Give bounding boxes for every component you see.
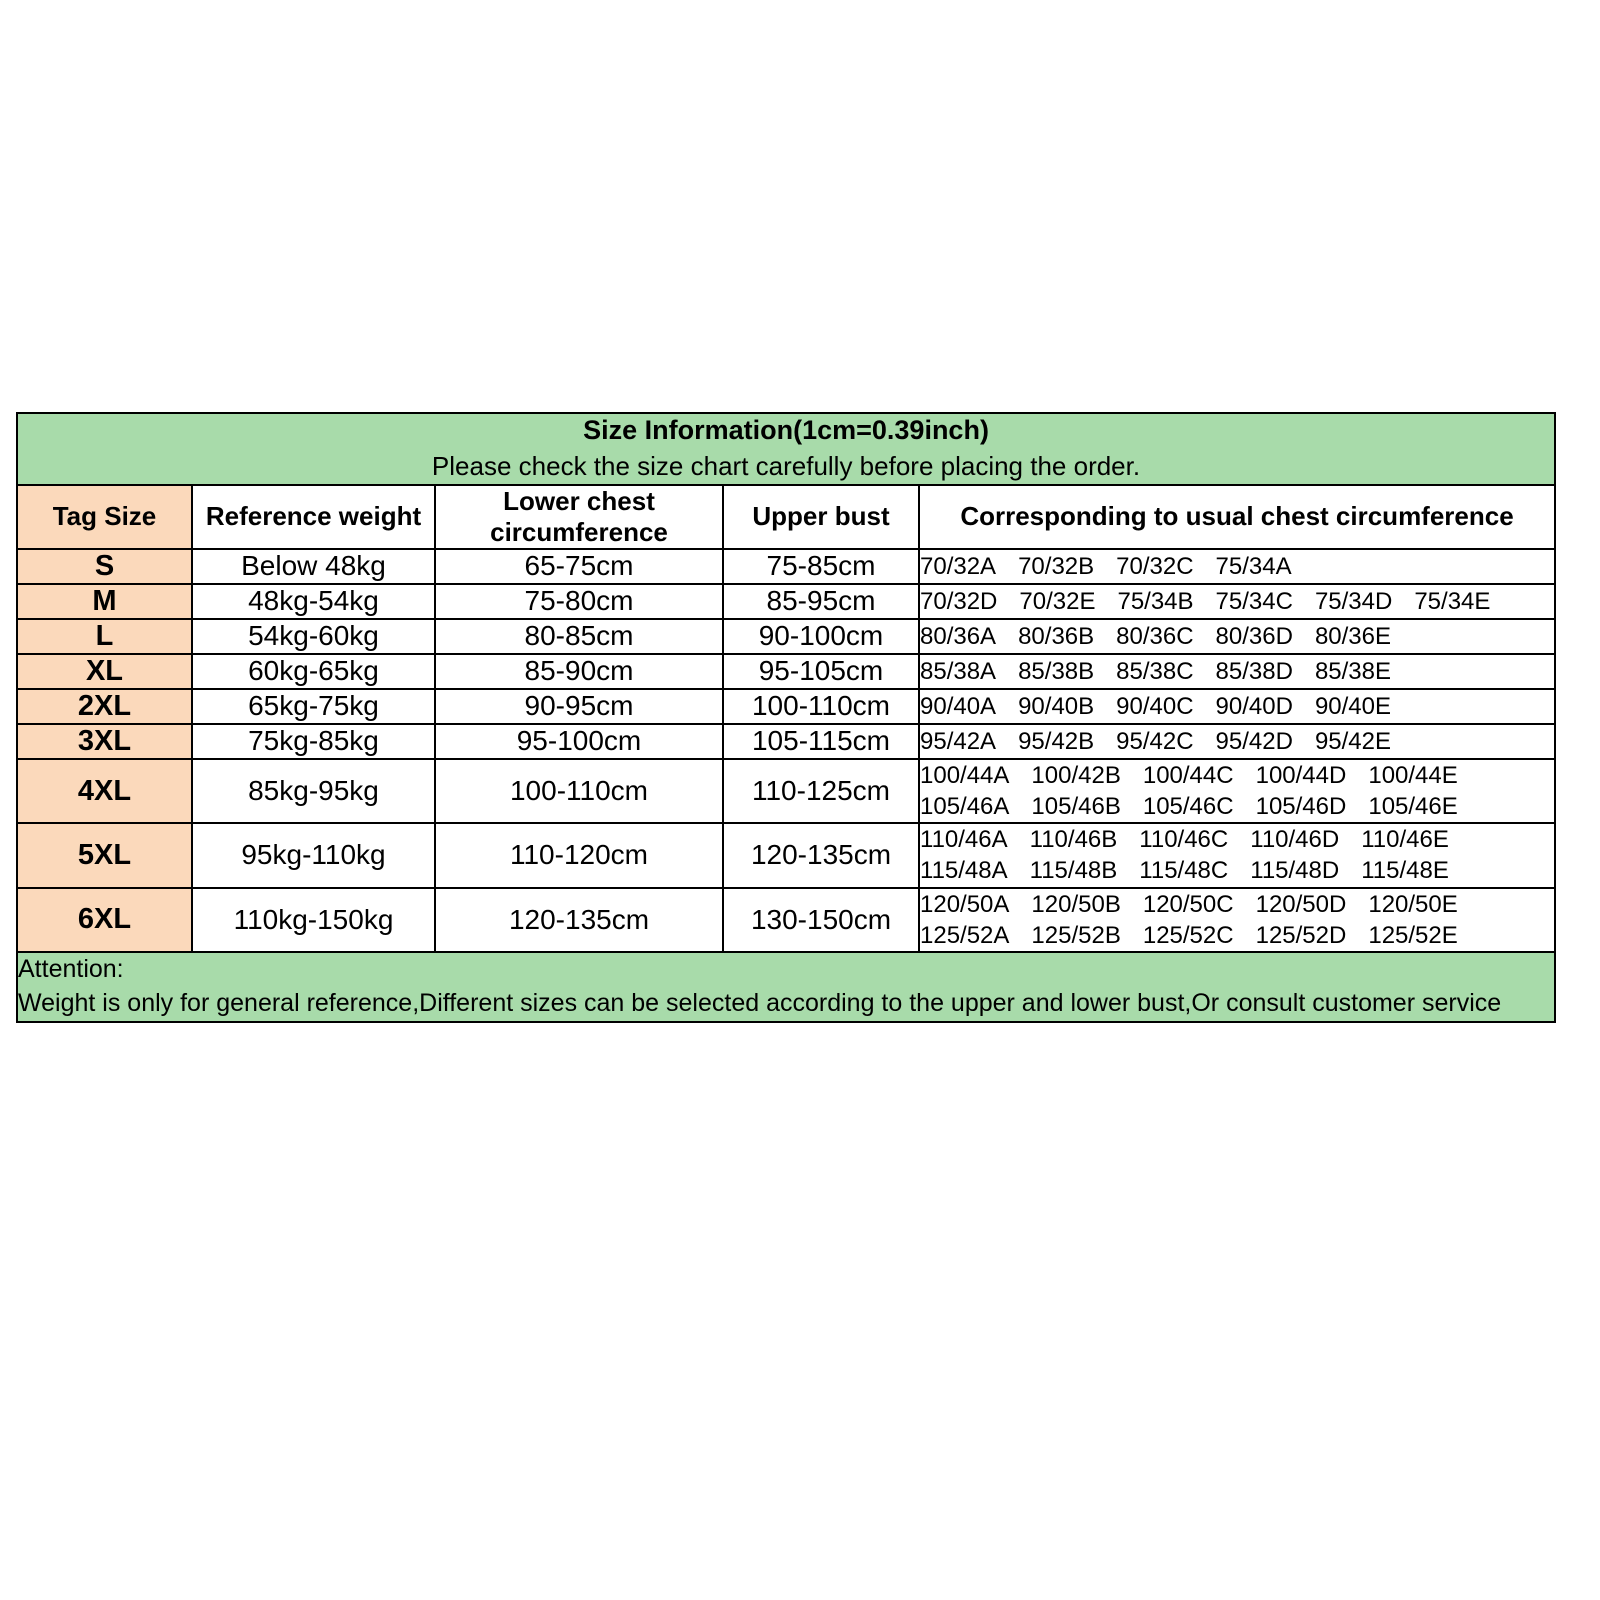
column-header-tag-size: Tag Size xyxy=(17,485,192,549)
cell-corresponding: 70/32A 70/32B 70/32C 75/34A xyxy=(919,549,1555,584)
cell-tag-size: 3XL xyxy=(17,724,192,759)
cell-reference-weight: Below 48kg xyxy=(192,549,435,584)
table-title: Size Information(1cm=0.39inch) xyxy=(583,415,989,445)
cell-tag-size: L xyxy=(17,619,192,654)
cell-reference-weight: 48kg-54kg xyxy=(192,584,435,619)
cell-reference-weight: 65kg-75kg xyxy=(192,689,435,724)
cell-tag-size: M xyxy=(17,584,192,619)
table-row xyxy=(17,619,1555,654)
cell-corresponding: 70/32D 70/32E 75/34B 75/34C 75/34D 75/34E xyxy=(919,584,1555,619)
attention-row xyxy=(17,952,1555,1022)
attention-note xyxy=(17,952,1555,1022)
cell-upper-bust: 120-135cm xyxy=(723,823,919,887)
cell-upper-bust: 110-125cm xyxy=(723,759,919,823)
cell-reference-weight: 95kg-110kg xyxy=(192,823,435,887)
table-row xyxy=(17,888,1555,952)
cell-tag-size: 5XL xyxy=(17,823,192,887)
size-information-table xyxy=(16,412,1556,1023)
cell-tag-size: S xyxy=(17,549,192,584)
table-header-banner xyxy=(17,413,1555,485)
cell-tag-size: 6XL xyxy=(17,888,192,952)
cell-lower-chest: 90-95cm xyxy=(435,689,723,724)
cell-corresponding: 80/36A 80/36B 80/36C 80/36D 80/36E xyxy=(919,619,1555,654)
cell-lower-chest: 95-100cm xyxy=(435,724,723,759)
cell-corresponding: 100/44A 100/42B 100/44C 100/44D 100/44E 105/46A 105/46B 105/46C 105/46D 105/46E xyxy=(919,759,1555,823)
cell-upper-bust: 95-105cm xyxy=(723,654,919,689)
cell-reference-weight: 110kg-150kg xyxy=(192,888,435,952)
table-row xyxy=(17,584,1555,619)
attention-label: Attention: xyxy=(18,955,124,984)
cell-upper-bust: 90-100cm xyxy=(723,619,919,654)
cell-lower-chest: 75-80cm xyxy=(435,584,723,619)
cell-corresponding: 90/40A 90/40B 90/40C 90/40D 90/40E xyxy=(919,689,1555,724)
cell-lower-chest: 65-75cm xyxy=(435,549,723,584)
table-header-banner-row xyxy=(17,413,1555,485)
cell-reference-weight: 60kg-65kg xyxy=(192,654,435,689)
cell-reference-weight: 54kg-60kg xyxy=(192,619,435,654)
cell-lower-chest: 120-135cm xyxy=(435,888,723,952)
column-header-row xyxy=(17,485,1555,549)
cell-corresponding: 120/50A 120/50B 120/50C 120/50D 120/50E 125/52A 125/52B 125/52C 125/52D 125/52E xyxy=(919,888,1555,952)
cell-reference-weight: 85kg-95kg xyxy=(192,759,435,823)
cell-tag-size: XL xyxy=(17,654,192,689)
cell-upper-bust: 105-115cm xyxy=(723,724,919,759)
cell-tag-size: 4XL xyxy=(17,759,192,823)
cell-reference-weight: 75kg-85kg xyxy=(192,724,435,759)
table-row xyxy=(17,724,1555,759)
table-subtitle: Please check the size chart carefully before placing the order. xyxy=(431,450,1141,481)
column-header-corresponding: Corresponding to usual chest circumference xyxy=(919,485,1555,549)
cell-upper-bust: 130-150cm xyxy=(723,888,919,952)
size-chart-container xyxy=(16,412,1554,1023)
cell-lower-chest: 110-120cm xyxy=(435,823,723,887)
table-row xyxy=(17,759,1555,823)
cell-corresponding: 95/42A 95/42B 95/42C 95/42D 95/42E xyxy=(919,724,1555,759)
cell-lower-chest: 85-90cm xyxy=(435,654,723,689)
cell-upper-bust: 75-85cm xyxy=(723,549,919,584)
cell-tag-size: 2XL xyxy=(17,689,192,724)
table-row xyxy=(17,654,1555,689)
cell-corresponding: 85/38A 85/38B 85/38C 85/38D 85/38E xyxy=(919,654,1555,689)
table-row xyxy=(17,549,1555,584)
column-header-lower-chest: Lower chest circumference xyxy=(435,485,723,549)
cell-corresponding: 110/46A 110/46B 110/46C 110/46D 110/46E 115/48A 115/48B 115/48C 115/48D 115/48E xyxy=(919,823,1555,887)
table-row xyxy=(17,689,1555,724)
attention-text: Weight is only for general reference,Different sizes can be selected according to the upper and lower bust,Or consult customer service xyxy=(18,988,1502,1017)
cell-lower-chest: 100-110cm xyxy=(435,759,723,823)
cell-upper-bust: 85-95cm xyxy=(723,584,919,619)
column-header-reference-weight: Reference weight xyxy=(192,485,435,549)
table-row xyxy=(17,823,1555,887)
cell-lower-chest: 80-85cm xyxy=(435,619,723,654)
column-header-upper-bust: Upper bust xyxy=(723,485,919,549)
cell-upper-bust: 100-110cm xyxy=(723,689,919,724)
